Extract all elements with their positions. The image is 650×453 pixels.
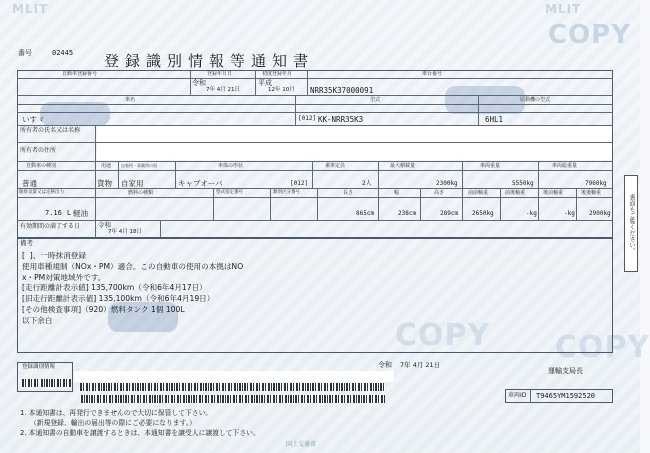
owner-name-label: 所有者の氏名又は名称 (20, 127, 81, 134)
publisher: 国土交通省 (286, 441, 317, 448)
chassis-label: 車台番号 (422, 71, 443, 77)
serial-number: 02445 (52, 49, 74, 57)
engine-label: 原動機の型式 (520, 97, 551, 103)
barcode (80, 395, 96, 403)
expiry-date: 7年 4月 18日 (108, 229, 142, 235)
barcode (301, 395, 317, 403)
barcode (165, 383, 181, 391)
expiry-era: 令和 (98, 221, 111, 229)
vehicle-id: T9465YM1592520 (536, 392, 596, 400)
gross-label: 車両総重量 (552, 163, 578, 169)
rr-axle-value: 2900kg (589, 210, 611, 217)
barcode (131, 383, 147, 391)
body-label: 車体の形状 (218, 163, 244, 169)
barcode (182, 383, 198, 391)
barcode (284, 383, 300, 391)
model-code: [012] (298, 115, 317, 122)
weight-value: 5550kg (512, 180, 534, 187)
barcode (114, 395, 130, 403)
watermark-mlit-right: MLIT (545, 2, 582, 16)
designation-label: 型式指定番号 (216, 190, 243, 195)
rr-axle-label: 後後軸重 (581, 190, 602, 196)
ff-axle-value: 2650kg (472, 210, 494, 217)
first-reg-label: 初度登録年月 (262, 71, 293, 77)
side-note: 裏面もご覧ください。 (624, 175, 638, 272)
document-title: 登録識別情報等通知書 (104, 52, 315, 70)
chassis-number: NRR35K37000091 (310, 86, 374, 95)
watermark-copy: COPY (395, 318, 491, 353)
first-reg-era: 平成 (258, 79, 272, 87)
vehicle-body: キャブオーバ (178, 179, 223, 188)
fuel-type: 軽油 (73, 209, 88, 218)
owner-address-redacted (97, 143, 612, 160)
owner-name-redacted (97, 126, 612, 142)
barcode-redacted (74, 371, 394, 382)
ff-axle-label: 前前軸重 (468, 190, 489, 196)
capacity-value: 2人 (362, 180, 372, 187)
rf-axle-value: -kg (564, 210, 575, 217)
vehicle-use: 貨物 (97, 179, 112, 188)
barcode (250, 383, 266, 391)
reg-number-label: 自動車登録番号 (62, 71, 98, 77)
private-label: 自家用・事業用の別 (121, 163, 157, 168)
barcode (318, 383, 334, 391)
barcode (148, 383, 164, 391)
reg-date: 7年 4月 21日 (206, 87, 240, 93)
vehicle-id-label: 車両ID (508, 392, 527, 399)
max-load-value: 2300kg (436, 180, 458, 187)
owner-address-label: 所有者の住所 (20, 147, 57, 154)
barcode (131, 395, 147, 403)
weight-label: 車両重量 (480, 163, 501, 169)
reg-era: 令和 (192, 79, 206, 87)
width-value: 238cm (398, 210, 417, 217)
barcode (369, 383, 385, 391)
length-label: 長さ (343, 190, 354, 196)
barcode (216, 395, 232, 403)
displacement-value: 7.16 (45, 209, 62, 217)
barcode (165, 395, 181, 403)
barcode (267, 395, 283, 403)
use-label: 用途 (101, 163, 112, 169)
issue-date: 7年 4月 21日 (400, 361, 441, 369)
gross-value: 7960kg (585, 180, 607, 187)
length-value: 865cm (356, 210, 375, 217)
rf-axle-label: 後前軸重 (543, 190, 564, 196)
model-label: 型式 (370, 97, 381, 103)
barcode (233, 383, 249, 391)
fr-axle-label: 前後軸重 (505, 190, 526, 196)
barcode (40, 379, 56, 387)
displacement-label: 総排気量又は定格出力 (19, 190, 64, 195)
note-2: 2. 本通知書の自動車を譲渡するときは、本通知書を譲受人に譲渡して下さい。 (20, 429, 260, 437)
fr-axle-value: -kg (526, 210, 537, 217)
remarks-text: [ ]、一時抹消登録 使用車種規制（NOx・PM）適合。この自動車の使用の本拠はNO x・PM対策地域外です。 [走行距離計表示値] 135,700km（令和6年4月17日） [旧走行距離計表示値] 135,100km（令和6年4月19日） [その他検査事項]（920）燃料タンク 1個 100L 以下余白 (22, 251, 244, 325)
office-name: 運輸支局長 (548, 367, 583, 375)
barcode (199, 383, 215, 391)
width-label: 幅 (394, 190, 400, 196)
barcode (57, 379, 71, 387)
vehicle-private: 自家用 (121, 179, 144, 188)
barcode (284, 395, 300, 403)
barcode (182, 395, 198, 403)
barcode (352, 383, 368, 391)
barcode (352, 395, 368, 403)
watermark-copy: COPY (548, 20, 632, 50)
vehicle-model: KK-NRR35K3 (318, 115, 364, 124)
watermark-mlit-left: MLIT (12, 2, 49, 16)
category-label: 類別区分番号 (273, 190, 300, 195)
barcode (80, 383, 96, 391)
issue-era: 令和 (378, 361, 392, 369)
barcode (369, 395, 385, 403)
height-value: 289cm (440, 210, 459, 217)
watermark-copy: COPY (555, 330, 650, 365)
reg-id-label: 登録識別情報 (22, 364, 56, 370)
kind-label: 自動車の種別 (26, 163, 57, 169)
max-load-label: 最大積載量 (390, 163, 416, 169)
barcode (114, 383, 130, 391)
barcode (335, 395, 351, 403)
note-1b: （新規登録、輸出の届出等の際にご必要になります。） (30, 419, 196, 427)
barcode (97, 395, 113, 403)
barcode (267, 383, 283, 391)
serial-label: 番号 (18, 49, 32, 57)
first-reg-date: 12年 10月 (268, 87, 295, 93)
barcode (148, 395, 164, 403)
barcode (233, 395, 249, 403)
remarks-label: 備考 (20, 239, 33, 247)
barcode (318, 395, 334, 403)
barcode (250, 395, 266, 403)
vehicle-maker: いすゞ (22, 115, 45, 124)
barcode (199, 395, 215, 403)
barcode (335, 383, 351, 391)
expiry-label: 有効期間の満了する日 (20, 223, 81, 230)
barcode (22, 379, 38, 387)
body-code: [012] (290, 180, 309, 187)
reg-date-label: 登録年月日 (207, 71, 233, 77)
engine-model: 6HL1 (485, 115, 504, 124)
barcode (301, 383, 317, 391)
note-1: 1. 本通知書は、再発行できませんので大切に保管して下さい。 (20, 409, 213, 417)
displacement-unit: L (67, 209, 71, 217)
capacity-label: 乗車定員 (325, 163, 346, 169)
height-label: 高さ (434, 190, 445, 196)
vehicle-kind: 普通 (22, 179, 37, 188)
maker-label: 車名 (125, 97, 136, 103)
barcode (97, 383, 113, 391)
barcode (216, 383, 232, 391)
fuel-label: 燃料の種類 (128, 190, 154, 196)
